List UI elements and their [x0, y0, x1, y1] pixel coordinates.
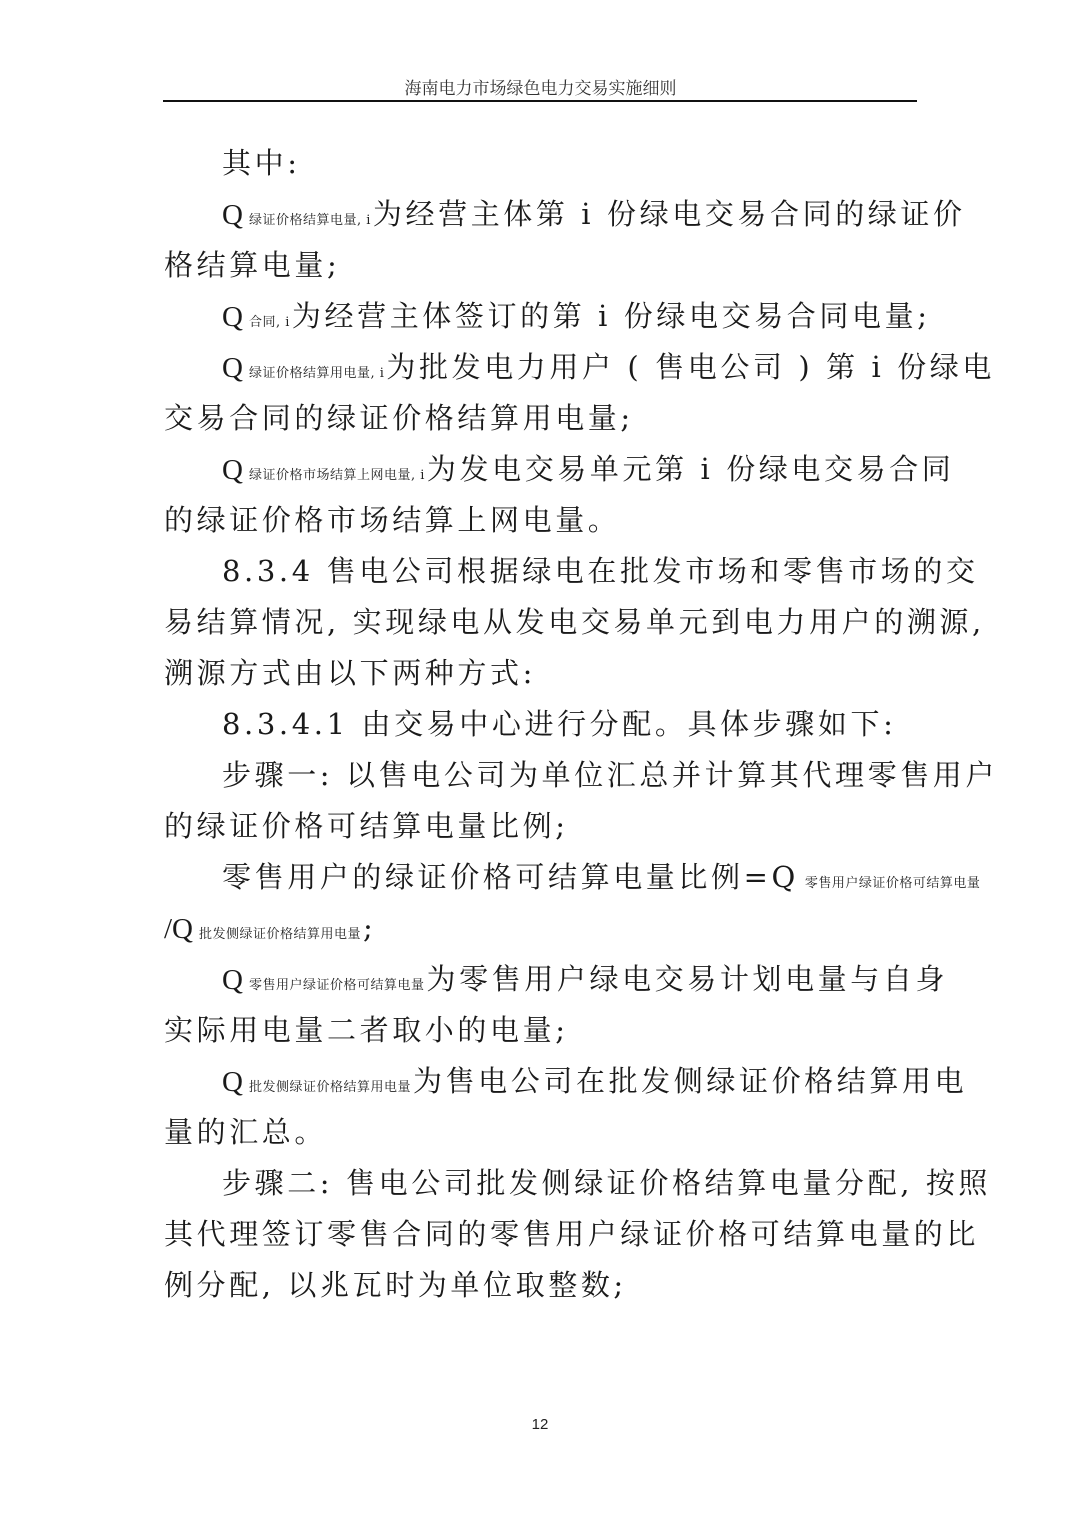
- formula-tail: ;: [363, 911, 377, 945]
- symbol-q: Q: [222, 454, 243, 486]
- symbol-q: /Q: [164, 913, 193, 945]
- subscript: 零售用户绿证价格可结算电量: [804, 876, 981, 891]
- subscript: 绿证价格结算用电量, i: [248, 366, 385, 381]
- paragraph-line: 的绿证价格可结算电量比例;: [164, 809, 569, 843]
- paragraph-line: 的绿证价格市场结算上网电量。: [164, 503, 621, 537]
- formula-line: [164, 903, 917, 954]
- paragraph-line: 其中:: [222, 146, 301, 180]
- definition-line: [164, 1056, 968, 1107]
- definition-line: [164, 342, 996, 393]
- paragraph-line: 实际用电量二者取小的电量;: [164, 1013, 569, 1047]
- definition-line: [164, 954, 949, 1005]
- paragraph-line: 易结算情况, 实现绿电从发电交易单元到电力用户的溯源,: [164, 605, 985, 639]
- symbol-q: Q: [222, 1066, 243, 1098]
- paragraph-line: 其代理签订零售合同的零售用户绿证价格可结算电量的比: [164, 1217, 980, 1251]
- definition-text: 为售电公司在批发侧绿证价格结算用电: [412, 1064, 968, 1098]
- definition-line: [164, 189, 966, 240]
- definition-line: [164, 444, 955, 495]
- page-number: 12: [531, 1416, 549, 1433]
- formula-line: [164, 852, 981, 903]
- header-rule: [163, 100, 917, 102]
- paragraph-line: 量的汇总。: [164, 1115, 328, 1149]
- symbol-q: Q: [222, 352, 243, 384]
- subscript: 批发侧绿证价格结算用电量: [199, 927, 362, 942]
- document-body: [164, 138, 998, 1311]
- section-8-3-4: 8.3.4 售电公司根据绿电在批发市场和零售市场的交: [222, 554, 979, 588]
- paragraph-line: 例分配, 以兆瓦时为单位取整数;: [164, 1268, 627, 1302]
- paragraph-line: 格结算电量;: [164, 248, 341, 282]
- paragraph-line: 溯源方式由以下两种方式:: [164, 656, 536, 690]
- subscript: 批发侧绿证价格结算用电量: [248, 1080, 411, 1095]
- symbol-q: Q: [222, 199, 243, 231]
- paragraph-line: 交易合同的绿证价格结算用电量;: [164, 401, 634, 435]
- definition-text: 为经营主体签订的第 i 份绿电交易合同电量;: [291, 299, 931, 333]
- definition-text: 为零售用户绿电交易计划电量与自身: [426, 962, 949, 996]
- section-8-3-4-1: 8.3.4.1 由交易中心进行分配。具体步骤如下:: [222, 707, 897, 741]
- formula-text: 零售用户的绿证价格可结算电量比例=Q: [222, 860, 799, 894]
- definition-text: 为经营主体第 i 份绿电交易合同的绿证价: [372, 197, 966, 231]
- step-two: 步骤二: 售电公司批发侧绿证价格结算电量分配, 按照: [222, 1166, 992, 1200]
- symbol-q: Q: [222, 301, 243, 333]
- step-one: 步骤一: 以售电公司为单位汇总并计算其代理零售用户: [222, 758, 998, 792]
- subscript: 绿证价格市场结算上网电量, i: [248, 468, 425, 483]
- subscript: 绿证价格结算电量, i: [248, 213, 371, 228]
- definition-text: 为发电交易单元第 i 份绿电交易合同: [426, 452, 955, 486]
- subscript: 零售用户绿证价格可结算电量: [248, 978, 425, 993]
- definition-line: [164, 291, 931, 342]
- definition-text: 为批发电力用户 ( 售电公司 ) 第 i 份绿电: [386, 350, 996, 384]
- page-header: 海南电力市场绿色电力交易实施细则: [404, 79, 677, 99]
- subscript: 合同, i: [248, 315, 290, 330]
- symbol-q: Q: [222, 964, 243, 996]
